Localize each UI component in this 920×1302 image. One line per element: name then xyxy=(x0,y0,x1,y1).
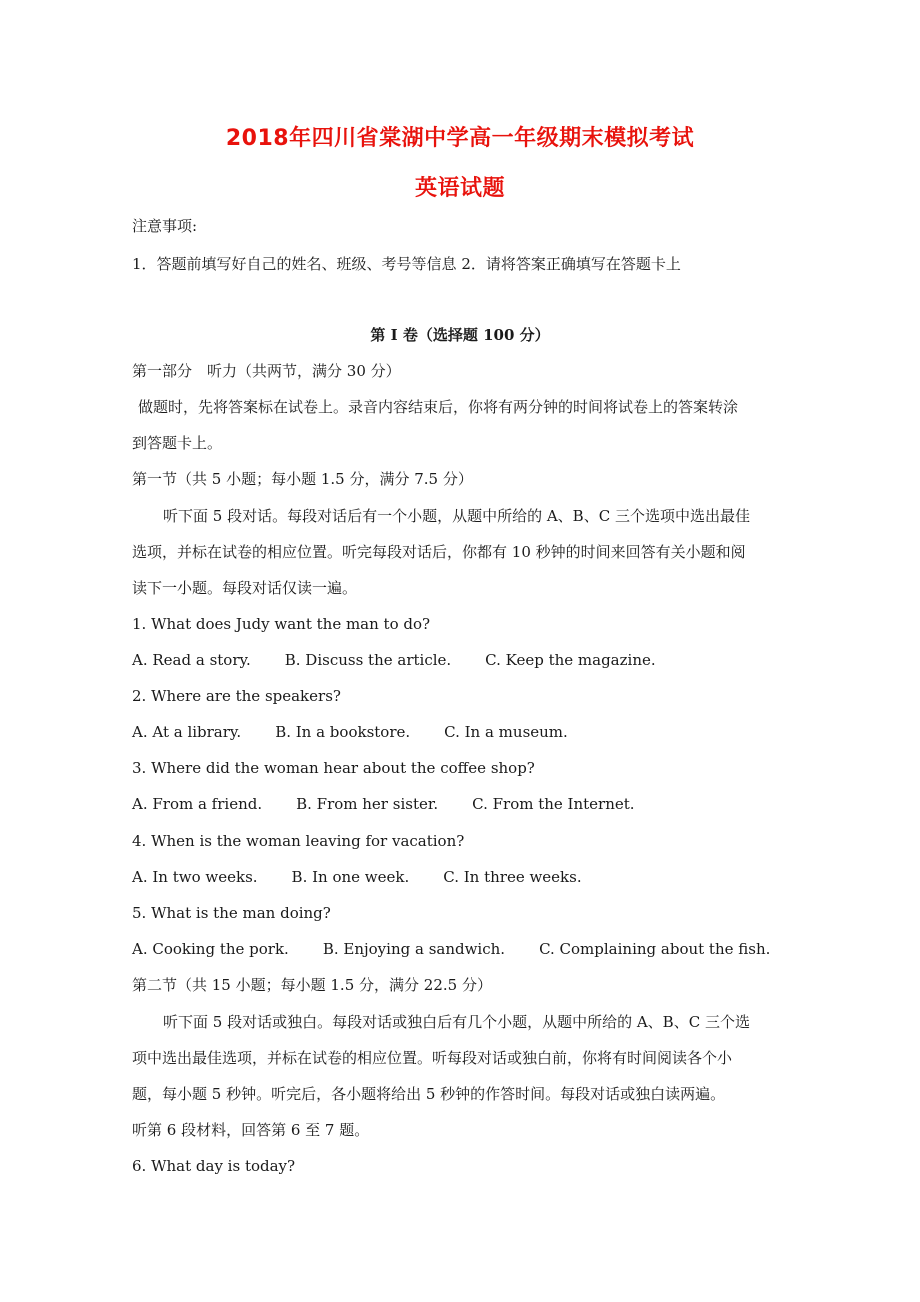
option-c: C. In three weeks. xyxy=(443,868,582,886)
option-b: B. In a bookstore. xyxy=(275,723,411,741)
question-1-options xyxy=(132,650,656,670)
section1-instruction-line1: 听下面 5 段对话。每段对话后有一个小题，从题中所给的 A、B、C 三个选项中选出最佳 xyxy=(163,507,750,525)
section2-instruction-line2: 项中选出最佳选项，并标在试卷的相应位置。听每段对话或独白前，你将有时间阅读各个小 xyxy=(132,1049,733,1067)
option-c: C. Complaining about the fish. xyxy=(539,940,771,958)
part1-instruction-line1: 做题时，先将答案标在试卷上。录音内容结束后，你将有两分钟的时间将试卷上的答案转涂 xyxy=(138,398,739,416)
question-5: 5. What is the man doing? xyxy=(132,904,331,922)
option-b: B. From her sister. xyxy=(296,795,439,813)
option-a: A. Cooking the pork. xyxy=(132,940,289,958)
option-a: A. From a friend. xyxy=(132,795,263,813)
section2-material: 听第 6 段材料，回答第 6 至 7 题。 xyxy=(132,1121,370,1139)
section1-heading: 第一节（共 5 小题；每小题 1.5 分，满分 7.5 分） xyxy=(132,470,473,488)
section2-instruction-line3: 题，每小题 5 秒钟。听完后，各小题将给出 5 秒钟的作答时间。每段对话或独白读两遍。 xyxy=(132,1085,726,1103)
option-b: B. Discuss the article. xyxy=(284,651,452,669)
notice-item: 1．答题前填写好自己的姓名、班级、考号等信息 2．请将答案正确填写在答题卡上 xyxy=(132,255,681,273)
section2-instruction-line1: 听下面 5 段对话或独白。每段对话或独白后有几个小题，从题中所给的 A、B、C 三个选 xyxy=(163,1013,750,1031)
section1-instruction-line3: 读下一小题。每段对话仅读一遍。 xyxy=(132,579,358,597)
exam-subtitle: 英语试题 xyxy=(414,176,505,201)
question-5-options xyxy=(132,939,770,959)
question-3-options xyxy=(132,794,635,814)
option-c: C. From the Internet. xyxy=(472,795,635,813)
option-c: C. Keep the magazine. xyxy=(485,651,656,669)
option-b: B. In one week. xyxy=(291,868,410,886)
option-a: A. At a library. xyxy=(132,723,242,741)
question-1: 1. What does Judy want the man to do? xyxy=(132,615,431,633)
option-c: C. In a museum. xyxy=(444,723,568,741)
question-2-options xyxy=(132,722,568,742)
section1-instruction-line2: 选项，并标在试卷的相应位置。听完每段对话后，你都有 10 秒钟的时间来回答有关小题和阅 xyxy=(132,543,746,561)
notice-heading: 注意事项: xyxy=(132,217,198,235)
question-6: 6. What day is today? xyxy=(132,1157,296,1175)
part1-heading: 第一部分 听力（共两节，满分 30 分） xyxy=(132,362,401,380)
exam-title: 2018年四川省棠湖中学高一年级期末模拟考试 xyxy=(225,126,695,151)
question-4-options xyxy=(132,867,582,887)
volume-title: 第 I 卷（选择题 100 分） xyxy=(370,326,550,344)
part1-instruction-line2: 到答题卡上。 xyxy=(132,434,223,452)
question-4: 4. When is the woman leaving for vacation? xyxy=(132,832,465,850)
option-a: A. Read a story. xyxy=(132,651,251,669)
option-a: A. In two weeks. xyxy=(132,868,258,886)
question-3: 3. Where did the woman hear about the coffee shop? xyxy=(132,759,535,777)
question-2: 2. Where are the speakers? xyxy=(132,687,341,705)
section2-heading: 第二节（共 15 小题；每小题 1.5 分，满分 22.5 分） xyxy=(132,976,492,994)
option-b: B. Enjoying a sandwich. xyxy=(322,940,506,958)
